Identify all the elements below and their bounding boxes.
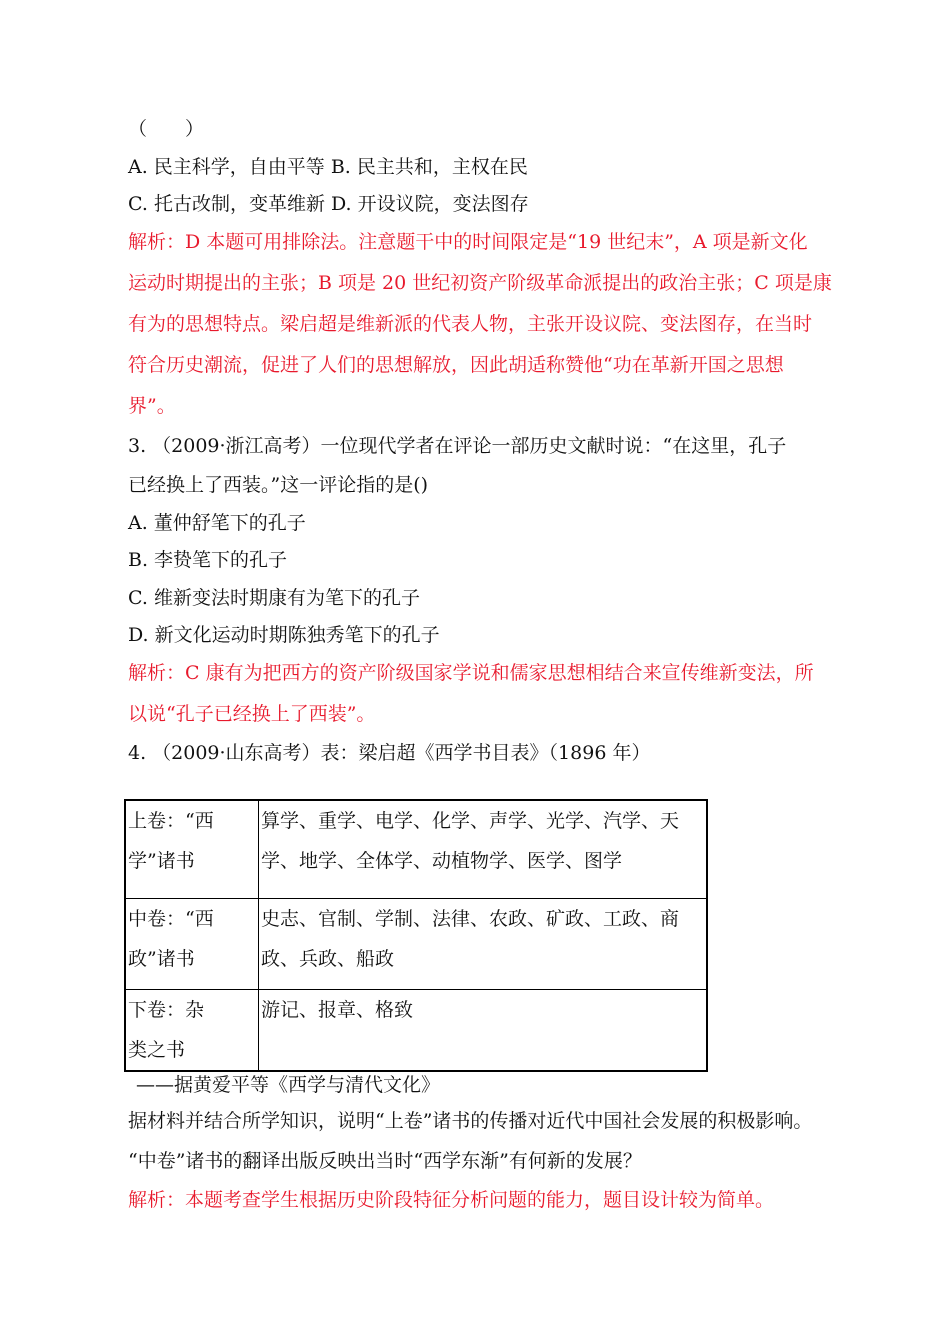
answer-2-line-5: 界”。 bbox=[128, 395, 176, 417]
table-row bbox=[125, 898, 707, 989]
cell-text: 中卷：“西 bbox=[128, 907, 214, 930]
question-blank: （ ） bbox=[128, 118, 205, 140]
question-3-option-d: D. 新文化运动时期陈独秀笔下的孔子 bbox=[128, 624, 440, 646]
cell-text: 算学、重学、电学、化学、声学、光学、汽学、天 bbox=[261, 810, 680, 832]
cell-text: 史志、官制、学制、法律、农政、矿政、工政、商 bbox=[261, 907, 680, 930]
answer-2-line-4: 符合历史潮流，促进了人们的思想解放，因此胡适称赞他“功在革新开国之思想 bbox=[128, 354, 784, 376]
question-3-option-b: B. 李贽笔下的孔子 bbox=[128, 549, 288, 571]
option-line-cd: C. 托古改制，变革维新 D. 开设议院，变法图存 bbox=[128, 193, 529, 215]
cell-text: 政”诸书 bbox=[128, 947, 195, 970]
question-3-option-c: C. 维新变法时期康有为笔下的孔子 bbox=[128, 587, 420, 609]
answer-3-line-2: 以说“孔子已经换上了西装”。 bbox=[128, 703, 376, 725]
option-line-ab: A. 民主科学，自由平等 B. 民主共和，主权在民 bbox=[128, 156, 528, 178]
table-source: ——据黄爱平等《西学与清代文化》 bbox=[136, 1074, 441, 1096]
answer-2-line-2: 运动时期提出的主张；B 项是 20 世纪初资产阶级革命派提出的政治主张；C 项是康 bbox=[128, 272, 832, 294]
answer-2-line-3: 有为的思想特点。梁启超是维新派的代表人物，主张开设议院、变法图存，在当时 bbox=[128, 313, 813, 335]
cell-text: 学”诸书 bbox=[128, 850, 195, 872]
answer-4-line-1: 解析：本题考查学生根据历史阶段特征分析问题的能力，题目设计较为简单。 bbox=[128, 1189, 775, 1211]
table-cell-books bbox=[259, 898, 708, 989]
table-row bbox=[125, 989, 707, 1071]
question-3-option-a: A. 董仲舒笔下的孔子 bbox=[128, 512, 306, 534]
question-4-part-1: 据材料并结合所学知识，说明“上卷”诸书的传播对近代中国社会发展的积极影响。 bbox=[128, 1110, 813, 1132]
answer-2-line-1: 解析：D 本题可用排除法。注意题干中的时间限定是“19 世纪末”，A 项是新文化 bbox=[128, 231, 808, 253]
cell-text: 游记、报章、格致 bbox=[261, 998, 414, 1021]
cell-text: 学、地学、全体学、动植物学、医学、图学 bbox=[261, 850, 623, 872]
table-row bbox=[125, 800, 707, 898]
table-cell-volume bbox=[125, 989, 259, 1071]
cell-text: 政、兵政、船政 bbox=[261, 947, 395, 970]
cell-text: 下卷：杂 bbox=[128, 998, 205, 1021]
cell-text: 类之书 bbox=[128, 1038, 186, 1061]
question-4-title: 4. （2009·山东高考）表：梁启超《西学书目表》（1896 年） bbox=[128, 742, 651, 764]
question-3-line-2: 已经换上了西装。”这一评论指的是() bbox=[128, 474, 429, 496]
table-cell-books bbox=[259, 989, 708, 1071]
table-cell-books bbox=[259, 800, 708, 898]
question-3-line-1: 3. （2009·浙江高考）一位现代学者在评论一部历史文献时说：“在这里，孔子 bbox=[128, 435, 787, 457]
cell-text: 上卷：“西 bbox=[128, 810, 214, 832]
answer-3-line-1: 解析：C 康有为把西方的资产阶级国家学说和儒家思想相结合来宣传维新变法，所 bbox=[128, 662, 814, 684]
table-cell-volume bbox=[125, 800, 259, 898]
table-cell-volume bbox=[125, 898, 259, 989]
western-books-table bbox=[124, 799, 708, 1072]
question-4-part-2: “中卷”诸书的翻译出版反映出当时“西学东渐”有何新的发展？ bbox=[128, 1150, 642, 1172]
